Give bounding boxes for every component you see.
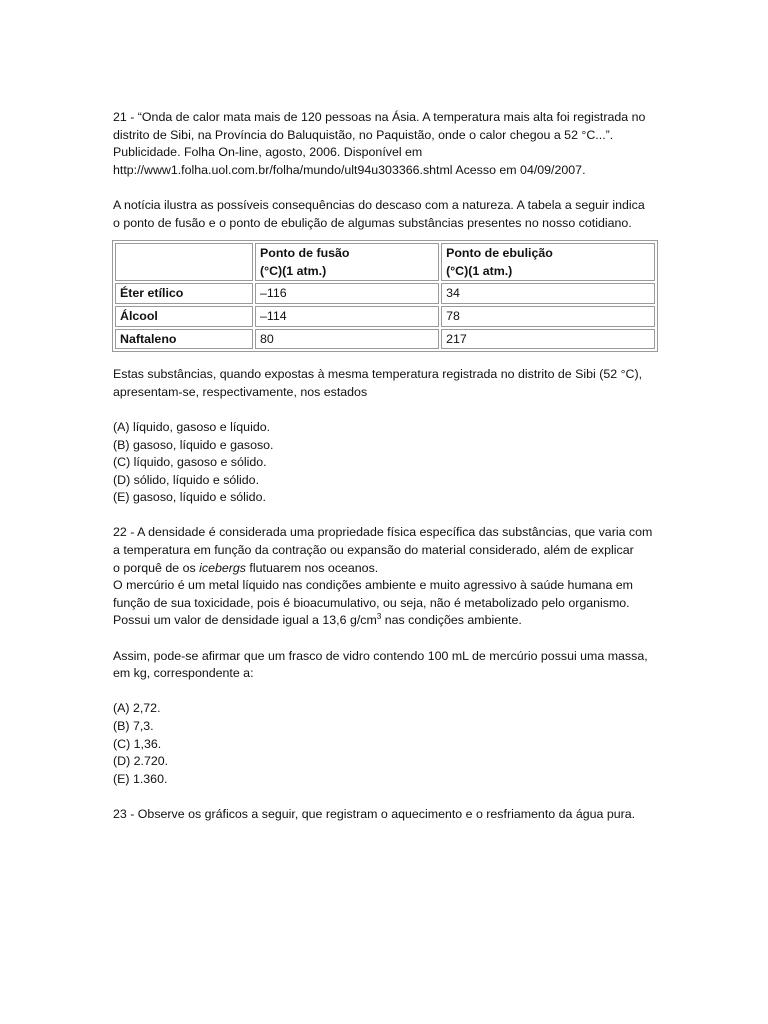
answer-option: (D) sólido, líquido e sólido. [113,472,260,487]
header-fusion-unit: (°C)(1 atm.) [260,263,327,278]
q21-options [113,419,659,507]
icebergs-italic: icebergs [199,560,246,575]
cubic-superscript: 3 [376,612,382,622]
answer-option: (C) líquido, gasoso e sólido. [113,455,267,470]
table-header-fusion [255,243,439,281]
q22-text-line: 22 - A densidade é considerada uma propriedade física específica das substâncias, que varia com [113,525,653,540]
q22-text [113,524,659,630]
answer-option: (A) 2,72. [113,701,161,716]
q22-line6-post: nas condições ambiente. [381,613,522,628]
answer-option: (E) gasoso, líquido e sólido. [113,490,266,505]
q22-question-line: Assim, pode-se afirmar que um frasco de vidro contendo 100 mL de mercúrio possui uma massa, [113,648,648,663]
table-row [115,283,655,304]
q21-question [113,366,659,401]
q21-text-line: o ponto de fusão e o ponto de ebulição de algumas substâncias presentes no nosso cotidiano. [113,215,632,230]
q22-text-line: O mercúrio é um metal líquido nas condições ambiente e muito agressivo à saúde humana em [113,578,633,593]
table-row [115,329,655,350]
substances-table [112,240,658,352]
q22-line6-pre: Possui um valor de densidade igual a 13,6 g/cm [113,613,377,628]
q22-text-line [113,560,659,578]
substance-name: Éter etílico [115,283,253,304]
q21-intro-line: 21 - “Onda de calor mata mais de 120 pessoas na Ásia. A temperatura mais alta foi registrada no [113,110,646,124]
substance-name: Naftaleno [115,329,253,350]
q22-line3-pre: o porquê de os [113,560,200,575]
header-boiling-unit: (°C)(1 atm.) [446,263,513,278]
answer-option: (B) 7,3. [113,719,154,733]
table-header-empty [115,243,253,281]
answer-option: (D) 2.720. [113,754,169,769]
boiling-value: 78 [441,306,655,327]
answer-option: (E) 1.360. [113,771,168,786]
header-boiling-title: Ponto de ebulição [446,246,553,261]
answer-option: (A) líquido, gasoso e líquido. [113,419,271,434]
q21-intro-line: Publicidade. Folha On-line, agosto, 2006. Disponível em [113,145,423,160]
table-header-boiling [441,243,655,281]
table-header-row [115,243,655,281]
table-row [115,306,655,327]
q22-line3-post: flutuarem nos oceanos. [245,560,379,575]
fusion-value: –116 [255,283,439,304]
q22-question [113,648,659,683]
q21-text [113,197,659,232]
q23-text [113,806,659,824]
q22-text-line: a temperatura em função da contração ou expansão do material considerado, além de explicar [113,543,634,558]
q22-question-line: em kg, correspondente a: [113,666,254,681]
q22-text-line [113,612,659,630]
substance-name: Álcool [115,306,253,327]
q21-text-line: A notícia ilustra as possíveis consequências do descaso com a natureza. A tabela a seguir indica [113,197,645,212]
q21-question-line: apresentam-se, respectivamente, nos estados [113,384,368,399]
q22-options [113,700,659,788]
fusion-value: 80 [255,329,439,350]
q21-question-line: Estas substâncias, quando expostas à mesma temperatura registrada no distrito de Sibi (52 °C), [113,367,643,382]
answer-option: (C) 1,36. [113,736,162,751]
q22-text-line: função de sua toxicidade, pois é bioacumulativo, ou seja, não é metabolizado pelo organismo. [113,595,630,610]
q21-intro [113,109,659,179]
q23-text-line: 23 - Observe os gráficos a seguir, que registram o aquecimento e o resfriamento da água pura. [113,806,636,821]
q21-source-url: http://www1.folha.uol.com.br/folha/mundo/ult94u303366.shtml Acesso em 04/09/2007. [113,162,586,177]
header-fusion-title: Ponto de fusão [260,246,350,261]
boiling-value: 217 [441,329,655,350]
boiling-value: 34 [441,283,655,304]
fusion-value: –114 [255,306,439,327]
answer-option: (B) gasoso, líquido e gasoso. [113,437,274,452]
document-page [113,109,659,841]
q21-intro-line: distrito de Sibi, na Província do Baluquistão, no Paquistão, onde o calor chegou a 52 °C...”. [113,127,614,142]
